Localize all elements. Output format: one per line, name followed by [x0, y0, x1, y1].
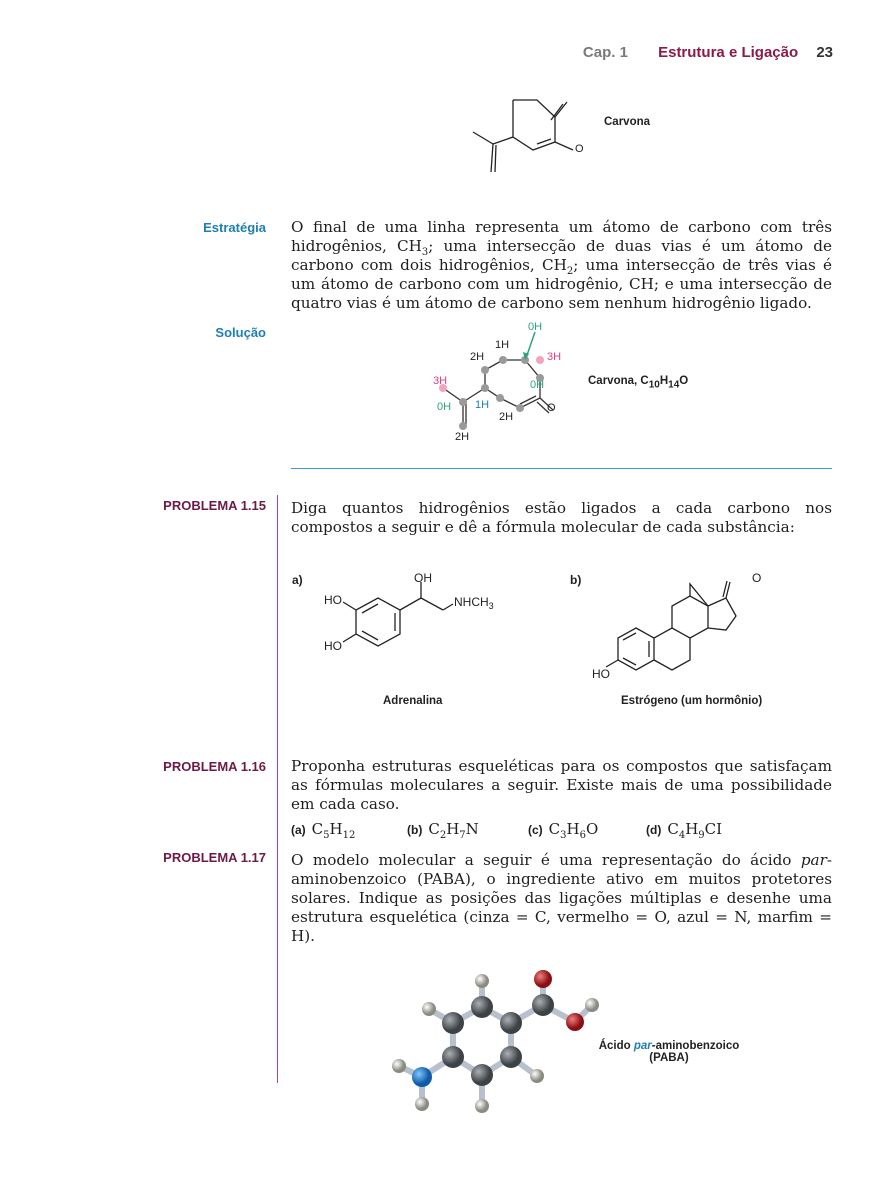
- svg-text:b): b): [570, 573, 582, 587]
- problema-1-16-text: Proponha estruturas esqueléticas para os compostos que satisfaçam as fórmulas moleculares a seguir. Existe mais de uma possibilidade em cada caso.: [291, 757, 832, 813]
- page-number: 23: [816, 44, 833, 61]
- svg-text:0H: 0H: [528, 321, 543, 333]
- svg-text:HO: HO: [592, 667, 610, 681]
- svg-text:HO: HO: [324, 639, 342, 653]
- svg-text:a): a): [292, 573, 303, 587]
- svg-text:3H: 3H: [433, 375, 448, 387]
- svg-text:1H: 1H: [495, 339, 510, 351]
- estrategia-label: Estratégia: [203, 220, 266, 235]
- svg-text:2H: 2H: [455, 431, 470, 443]
- formula-item: (d) $C_4H_9CI$: [646, 820, 723, 841]
- formula-item: (c) $C_3H_6O$: [528, 820, 599, 841]
- carvona-caption: Carvona: [604, 116, 651, 128]
- svg-text:OH: OH: [414, 571, 432, 585]
- problema-1-15-label: PROBLEMA 1.15: [163, 498, 266, 513]
- formula-item: (a) $C_5H_{12}$: [291, 820, 356, 841]
- svg-text:0H: 0H: [530, 379, 545, 391]
- chapter-title: Estrutura e Ligação: [658, 44, 799, 61]
- problema-1-15-text: Diga quantos hidrogênios estão ligados a cada carbono nos compostos a seguir e dê a fórmula molecular de cada substância:: [291, 499, 832, 536]
- solucao-label: Solução: [215, 325, 266, 340]
- estrategia-text: O final de uma linha representa um átomo de carbono com três hidrogênios, $CH_3$; uma intersecção de duas vias é um átomo de carbono com dois hidrogênios, $CH_2$; uma intersecção de três vias é um átomo de carbono com um hidrogênio, CH; e uma intersecção de quatro vias é um átomo de carbono sem nenhum hidrogênio ligado.: [291, 218, 833, 312]
- paba-caption: Ácido par-aminobenzoico (PABA): [598, 1040, 740, 1064]
- formula-item: (b) $C_2H_7N$: [407, 820, 479, 841]
- carvona-solution-structure: [425, 318, 605, 448]
- paba-molecular-model: [385, 960, 625, 1120]
- chapter-number: Cap. 1: [582, 44, 628, 61]
- svg-text:O: O: [752, 571, 762, 585]
- estrogeno-structure: [566, 568, 786, 688]
- svg-text:0H: 0H: [437, 401, 452, 413]
- problema-1-17-text: O modelo molecular a seguir é uma representação do ácido par-aminobenzoico (PABA), o ingrediente ativo em muitos protetores solares. Indique as posições das ligações múltiplas e desenhe uma estrutura esquelética (cinza = C, vermelho = O, azul = N, marfim = H).: [291, 851, 832, 945]
- carvona-skeletal-structure: [455, 92, 585, 182]
- carvona-oxygen: O: [575, 143, 584, 155]
- problem-margin-rule: [277, 495, 278, 1083]
- problema-1-16-label: PROBLEMA 1.16: [163, 759, 266, 774]
- problema-1-17-label: PROBLEMA 1.17: [163, 850, 266, 865]
- svg-text:3H: 3H: [547, 351, 562, 363]
- svg-text:O: O: [547, 402, 556, 414]
- carvona-formula-caption: Carvona, $C_{10}H_{14}O$: [588, 375, 689, 391]
- svg-text:HO: HO: [324, 593, 342, 607]
- svg-text:1H: 1H: [475, 399, 490, 411]
- running-header: [583, 44, 833, 61]
- svg-text:2H: 2H: [499, 411, 514, 423]
- adrenalina-caption: Adrenalina: [383, 695, 443, 707]
- estrogeno-caption: Estrógeno (um hormônio): [621, 695, 763, 707]
- section-divider: [291, 468, 832, 469]
- svg-text:NHCH3: $NHCH_3$: [454, 595, 494, 611]
- svg-text:2H: 2H: [470, 351, 485, 363]
